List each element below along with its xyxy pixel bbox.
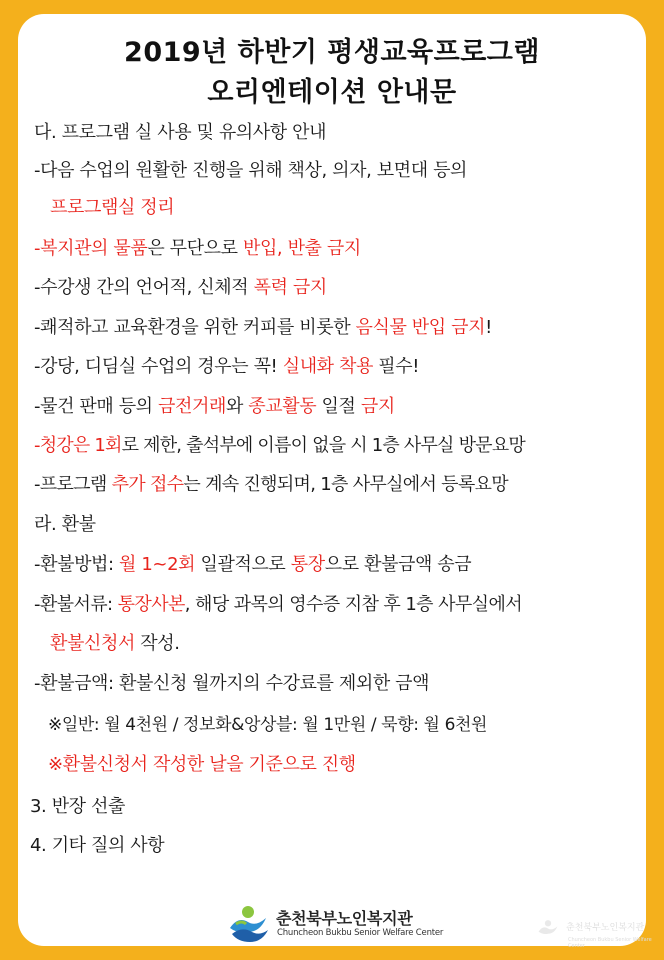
list-item: -복지관의 물품은 무단으로 반입, 반출 금지	[34, 238, 361, 259]
title-line-1: 2019년 하반기 평생교육프로그램	[124, 37, 540, 68]
refund-documents: -환불서류: 통장사본, 해당 과목의 영수증 지참 후 1층 사무실에서	[34, 594, 523, 615]
list-item: -프로그램 추가 접수는 계속 진행되며, 1층 사무실에서 등록요망	[34, 474, 508, 495]
watermark-name: 춘천북부노인복지관	[566, 923, 645, 933]
watermark-logo-icon	[536, 918, 560, 940]
organization-name-english: Chuncheon Bukbu Senior Welfare Center	[277, 928, 444, 938]
item-3-heading: 3. 반장 선출	[30, 796, 125, 817]
organization-name: 춘천북부노인복지관	[276, 909, 413, 928]
list-item: -다음 수업의 원활한 진행을 위해 책상, 의자, 보면대 등의	[34, 160, 468, 181]
list-item: -청강은 1회로 제한, 출석부에 이름이 없을 시 1층 사무실 방문요망	[34, 435, 525, 456]
refund-documents-continuation: 환불신청서 작성.	[50, 633, 180, 654]
watermark-name-english: Chuncheon Bukbu Senior Welfare Center	[568, 937, 652, 949]
welfare-center-logo-icon	[226, 902, 270, 944]
list-item: -강당, 디딤실 수업의 경우는 꼭! 실내화 착용 필수!	[34, 356, 420, 377]
list-item-continuation: 프로그램실 정리	[50, 197, 175, 218]
list-item: -쾌적하고 교육환경을 위한 커피를 비롯한 음식물 반입 금지!	[34, 317, 492, 338]
section-da-heading: 다. 프로그램 실 사용 및 유의사항 안내	[34, 122, 327, 143]
list-item: -물건 판매 등의 금전거래와 종교활동 일절 금지	[34, 396, 395, 417]
item-4-heading: 4. 기타 질의 사항	[30, 835, 165, 856]
list-item: -수강생 간의 언어적, 신체적 폭력 금지	[34, 277, 327, 298]
refund-method: -환불방법: 월 1~2회 일괄적으로 통장으로 환불금액 송금	[34, 554, 472, 575]
title-line-2: 오리엔테이션 안내문	[207, 77, 457, 108]
section-ra-heading: 라. 환불	[34, 514, 96, 535]
refund-note-basis: ※환불신청서 작성한 날을 기준으로 진행	[48, 754, 356, 775]
refund-amount: -환불금액: 환불신청 월까지의 수강료를 제외한 금액	[34, 673, 430, 694]
refund-note-rates: ※일반: 월 4천원 / 정보화&앙상블: 월 1만원 / 묵향: 월 6천원	[48, 715, 488, 735]
